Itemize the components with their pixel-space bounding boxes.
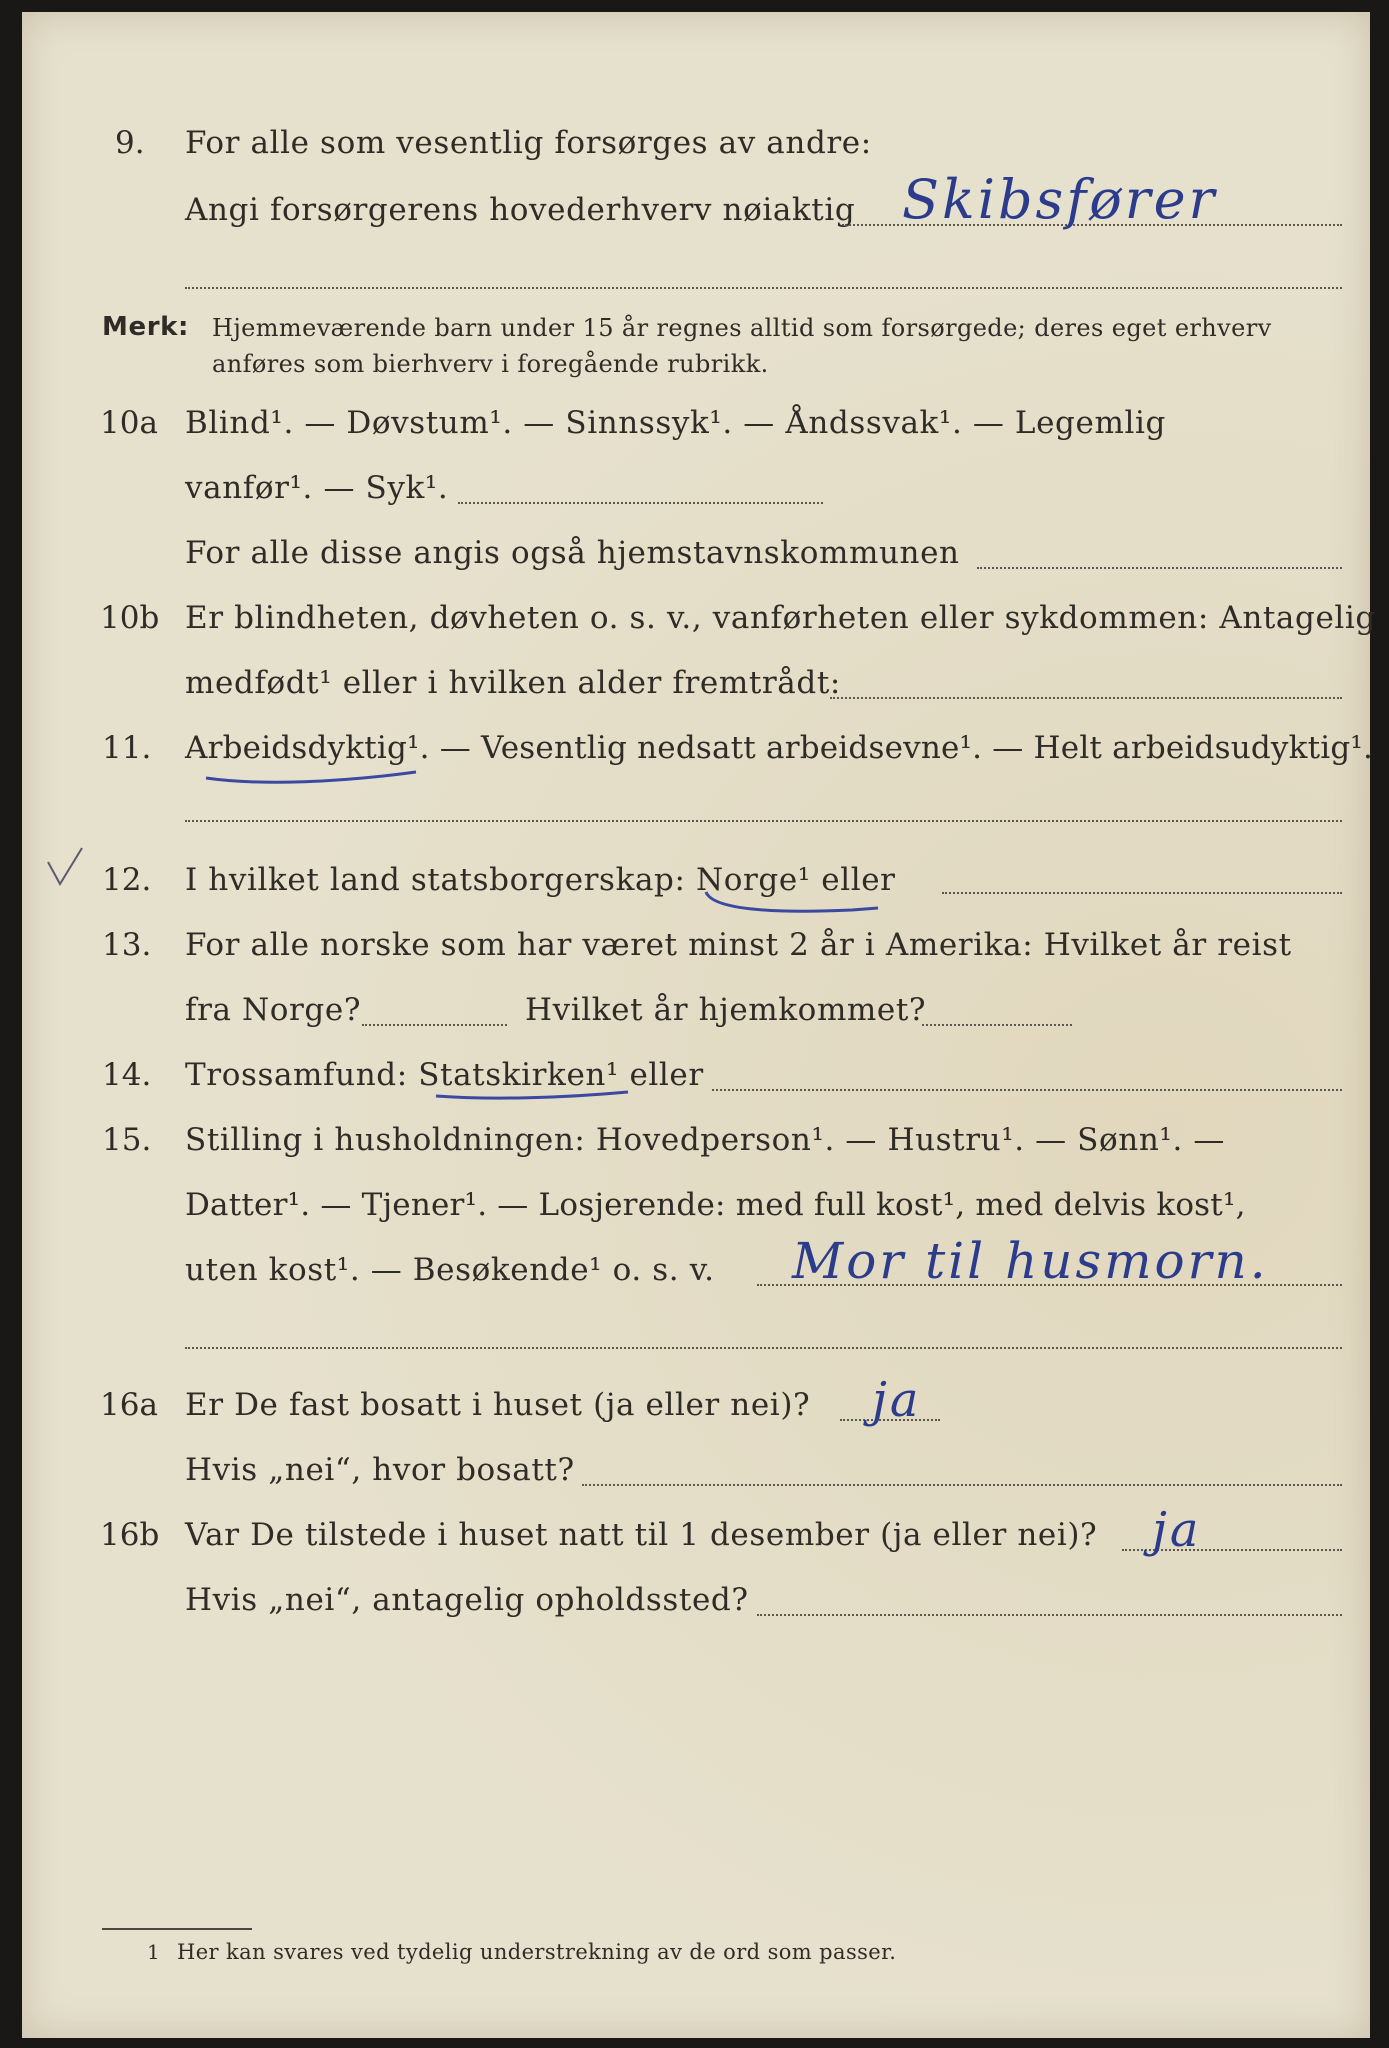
merk-line1: Hjemmeværende barn under 15 år regnes alltid som forsørgede; deres eget erhverv [212, 314, 1272, 342]
q11-extra-line [185, 820, 1342, 822]
q13-line2a: fra Norge? [185, 992, 362, 1028]
q13-line1: For alle norske som har været minst 2 år i Amerika: Hvilket år reist [185, 927, 1292, 963]
q13-reist-line [362, 1024, 507, 1026]
q10b-number: 10b [100, 600, 160, 636]
q16a-line1: Er De fast bosatt i huset (ja eller nei)? [185, 1387, 811, 1423]
q11-number: 11. [102, 730, 152, 766]
q13-line2b: Hvilket år hjemkommet? [525, 992, 927, 1028]
q15-line3: uten kost¹. — Besøkende¹ o. s. v. [185, 1252, 715, 1288]
q15-extra-line [185, 1347, 1342, 1349]
q15-handwritten-answer: Mor til husmorn. [792, 1232, 1269, 1290]
q10a-line1: Blind¹. — Døvstum¹. — Sinnssyk¹. — Åndssvak¹. — Legemlig [185, 405, 1166, 441]
q10a-line3: For alle disse angis også hjemstavnskommunen [185, 535, 960, 571]
q16b-line2: Hvis „nei“, antagelig opholdssted? [185, 1582, 749, 1618]
check-mark-icon [40, 842, 90, 892]
q12-line1: I hvilket land statsborgerskap: Norge¹ eller [185, 862, 896, 898]
q16a-handwritten-answer: ja [872, 1372, 922, 1428]
q14-handwritten-underline [432, 1078, 632, 1108]
q12-number: 12. [102, 862, 152, 898]
q10a-kommune-line [977, 567, 1342, 569]
q11-line1: Arbeidsdyktig¹. — Vesentlig nedsatt arbeidsevne¹. — Helt arbeidsudyktig¹. [185, 730, 1374, 766]
footnote-divider [102, 1928, 252, 1930]
q16a-number: 16a [100, 1387, 158, 1423]
q9-line1: For alle som vesentlig forsørges av andre: [185, 125, 872, 161]
q12-handwritten-underline [702, 862, 882, 922]
q10a-syk-line [458, 502, 823, 504]
q9-handwritten-answer: Skibsfører [902, 168, 1218, 231]
q12-answer-line [942, 892, 1342, 894]
census-form-page [22, 12, 1376, 2038]
q9-extra-line [185, 287, 1342, 289]
q15-line1: Stilling i husholdningen: Hovedperson¹. — Hustru¹. — Sønn¹. — [185, 1122, 1225, 1158]
q10a-line2: vanfør¹. — Syk¹. [185, 470, 449, 506]
merk-line2: anføres som bierhverv i foregående rubrikk. [212, 350, 769, 378]
q16b-line1: Var De tilstede i huset natt til 1 desember (ja eller nei)? [185, 1517, 1098, 1553]
q13-hjemkommet-line [922, 1024, 1072, 1026]
footnote-mark: 1 [147, 1940, 161, 1964]
q10b-answer-line [830, 697, 1342, 699]
q10b-line2: medfødt¹ eller i hvilken alder fremtrådt: [185, 665, 841, 701]
q10b-line1: Er blindheten, døvheten o. s. v., vanførheten eller sykdommen: Antagelig [185, 600, 1376, 636]
q9-line2: Angi forsørgerens hovederhverv nøiaktig [185, 192, 856, 228]
q16b-number: 16b [100, 1517, 160, 1553]
q14-answer-line [712, 1089, 1342, 1091]
q13-number: 13. [102, 927, 152, 963]
q9-number: 9. [115, 125, 145, 161]
q16a-line2: Hvis „nei“, hvor bosatt? [185, 1452, 575, 1488]
q10a-number: 10a [100, 405, 158, 441]
q16b-handwritten-answer: ja [1152, 1502, 1202, 1558]
q14-line1: Trossamfund: Statskirken¹ eller [185, 1057, 704, 1093]
q16b-opholdssted-line [757, 1614, 1342, 1616]
q16a-bosatt-line [582, 1484, 1342, 1486]
q15-number: 15. [102, 1122, 152, 1158]
q15-line2: Datter¹. — Tjener¹. — Losjerende: med full kost¹, med delvis kost¹, [185, 1187, 1246, 1223]
merk-label: Merk: [102, 312, 190, 342]
q11-handwritten-underline [202, 760, 422, 790]
footnote-text: Her kan svares ved tydelig understrekning av de ord som passer. [177, 1940, 897, 1964]
q14-number: 14. [102, 1057, 152, 1093]
